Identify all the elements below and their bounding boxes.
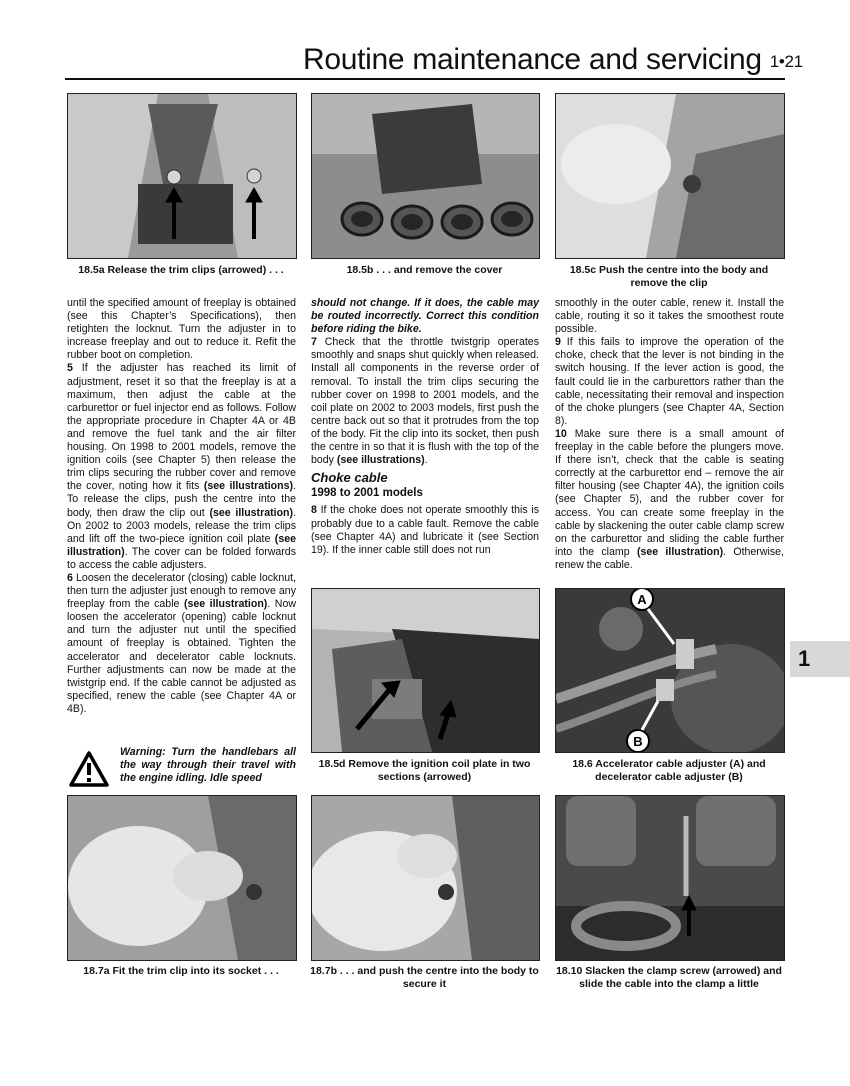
photo-18-7b: [311, 795, 540, 961]
page-title: [303, 42, 803, 82]
paragraph-text: Check that the throttle twistgrip operates smoothly and snaps shut quickly when released. Install all components in the reverse order of removal. To install the trim clips securing the rubber cover on 1998 to 2001 models, and the coil plate on 2002 to 2003 models, first push the centre back out so that it protrudes from the top of the body. Fit the clip into its socket, then push the centre in so that it is flush with the top of the body: [311, 336, 539, 467]
paragraph-text: . The cover can be folded forwards to access the cable adjusters.: [67, 545, 296, 571]
caption-18-6: 18.6 Accelerator cable adjuster (A) and decelerator cable adjuster (B): [572, 758, 766, 783]
caption-18-5a: 18.5a Release the trim clips (arrowed) . . .: [78, 264, 284, 276]
caption-18-7a: 18.7a Fit the trim clip into its socket . . .: [83, 965, 279, 977]
step-number: 10: [555, 427, 567, 440]
paragraph-text: . To release the clips, push the centre into the body, then draw the clip out: [67, 480, 296, 519]
paragraph-text: Make sure there is a small amount of freeplay in the cable before the plungers move. If there isn’t, check that the cable is seating correctly at the carburettor end – remove the air filter housing (see Chapter 4A), the ignition coils (see Chapter 5), and the rubber cover for access. You can create some freeplay in the cable by slackening the outer cable clamp screw on the carburettor and sliding the cable further into the clamp: [555, 427, 784, 558]
cross-reference: (see illustration): [183, 598, 268, 611]
paragraph-text: . Otherwise, renew the cable.: [555, 545, 784, 571]
caption-18-7b: 18.7b . . . and push the centre into the body to secure it: [310, 965, 539, 990]
photo-18-5d: [311, 588, 540, 753]
section-heading: Choke cable: [311, 470, 388, 486]
page-number: 1•21: [769, 52, 803, 71]
paragraph-step-6: [67, 572, 296, 716]
cross-reference: (see illustrations): [203, 480, 294, 493]
paragraph-warning-continued: should not change. If it does, the cable may be routed incorrectly. Correct this condition before riding the bike.: [311, 297, 539, 336]
warning-text: Warning: Turn the handlebars all the way through their travel with the engine idling. Idle speed: [120, 746, 296, 785]
photo-18-5c: [555, 93, 785, 259]
cross-reference: (see illustration): [209, 506, 294, 519]
paragraph-step-9: [555, 336, 784, 428]
step-number: 7: [311, 336, 317, 349]
paragraph-step-10: [555, 428, 784, 572]
chapter-title: Routine maintenance and servicing: [303, 43, 762, 76]
paragraph: smoothly in the outer cable, renew it. Install the cable, routing it so it takes the smoothest route possible.: [555, 297, 784, 336]
callout-label-b: B: [633, 734, 643, 749]
paragraph-step-8: [311, 504, 539, 556]
caption-18-5b: 18.5b . . . and remove the cover: [346, 264, 503, 276]
photo-18-7a: [67, 795, 297, 961]
header-rule: [65, 78, 785, 80]
cross-reference: (see illustrations): [336, 454, 425, 467]
step-number: 8: [311, 504, 317, 517]
paragraph: until the specified amount of freeplay is obtained (see this Chapter’s Specifications), then retighten the locknut. Turn the adjuster in to increase freeplay and out to reduce it. Refit the rubber boot on completion.: [67, 297, 296, 362]
paragraph-text: Loosen the decelerator (closing) cable locknut, then turn the adjuster just enough to remove any freeplay from the cable: [67, 571, 296, 611]
text-column-2: [311, 297, 539, 557]
paragraph-text: .: [424, 454, 428, 467]
warning-box: [67, 746, 297, 796]
subsection-heading: 1998 to 2001 models: [311, 487, 423, 500]
paragraph-text: . Now loosen the accelerator (opening) cable locknut and turn the adjuster nut until the specified amount of freeplay is obtained. Tighten the accelerator and decelerator cable locknuts. Further adjustments can now be made at the twistgrip end. If the cable cannot be adjusted as specified, renew the cable (see Chapter 4A or 4B).: [67, 598, 296, 715]
callout-label-a: A: [637, 592, 647, 607]
caption-18-10: 18.10 Slacken the clamp screw (arrowed) and slide the cable into the clamp a little: [556, 965, 782, 990]
cross-reference: (see illustration): [67, 532, 296, 558]
caption-18-5d: 18.5d Remove the ignition coil plate in two sections (arrowed): [318, 758, 531, 783]
step-number: 5: [67, 362, 73, 375]
cross-reference: (see illustration): [636, 545, 724, 558]
warning-icon: [69, 751, 109, 787]
paragraph-step-5: [67, 362, 296, 572]
chapter-tab: 1: [790, 641, 850, 677]
photo-18-10: [555, 795, 785, 961]
step-number: 9: [555, 336, 561, 349]
paragraph-text: If the adjuster has reached its limit of adjustment, reset it so that the freeplay is at a maximum, then adjust the cable at the carburettor or fuel injector end as follows. Follow the appropriate procedure in Chapter 4A or 4B and remove the fuel tank and the air filter housing. On 1998 to 2001 models, remove the ignition coils (see Chapter 5) then release the trim clips securing the rubber cover and remove the cover, noting how it fits: [67, 362, 296, 493]
photo-18-5b: [311, 93, 540, 259]
text-column-3: [555, 297, 784, 572]
paragraph-step-7: [311, 336, 539, 467]
photo-18-5a: [67, 93, 297, 259]
step-number: 6: [67, 571, 73, 584]
photo-18-6: [555, 588, 785, 753]
paragraph-text: If the choke does not operate smoothly this is probably due to a cable fault. Remove the cable (see Chapter 4A) and lubricate it (see Section 19). If the inner cable still does not run: [311, 504, 539, 556]
caption-18-5c: 18.5c Push the centre into the body and remove the clip: [569, 264, 769, 289]
paragraph-text: If this fails to improve the operation of the choke, check that the lever is not binding in the switch housing. If the lever action is good, the fault could lie in the carburettors rather than the cable, necessitating their removal and inspection of the choke plungers (see Chapter 4A, Section 8).: [555, 336, 784, 427]
text-column-1: [67, 297, 296, 716]
paragraph-text: . On 2002 to 2003 models, release the trim clips and lift off the two-piece ignition coil plate: [67, 506, 296, 545]
